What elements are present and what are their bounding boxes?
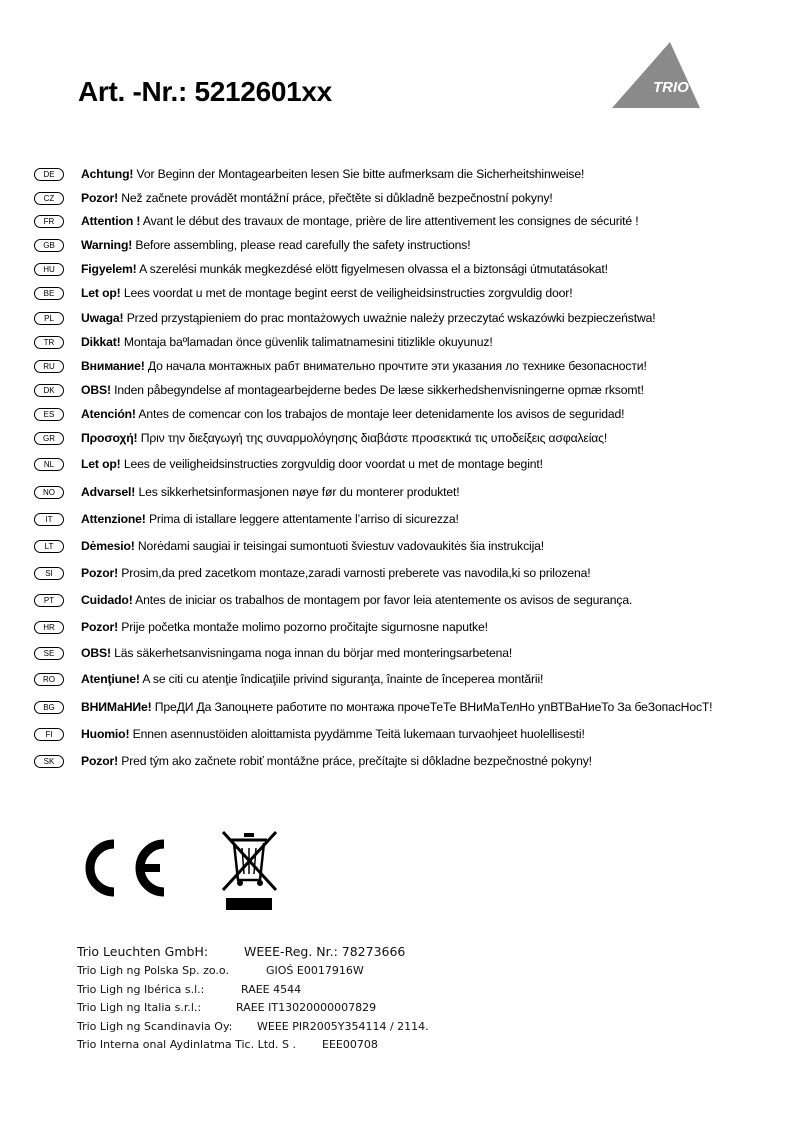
footer-row — [77, 1020, 429, 1039]
warning-label: Προσοχή! — [81, 431, 138, 445]
warning-row-it — [34, 509, 459, 529]
warning-row-ro — [34, 669, 543, 689]
warning-body: Before assembling, please read carefully the safety instructions! — [132, 238, 471, 252]
warning-label: Pozor! — [81, 754, 119, 768]
warning-row-fr — [34, 211, 639, 231]
warning-label: Attention ! — [81, 214, 141, 228]
warning-label: OBS! — [81, 646, 111, 660]
warning-body: Les sikkerhetsinformasjonen nøye før du monterer produktet! — [135, 485, 460, 499]
warning-label: Warning! — [81, 238, 133, 252]
logo-text: TRIO — [653, 79, 689, 96]
language-badge: BE — [34, 287, 64, 300]
warning-body: Antes de iniciar os trabalhos de montagem por favor leia atentemente os avisos de segurança. — [132, 593, 633, 607]
warning-text — [81, 566, 591, 580]
warning-text — [81, 431, 607, 445]
footer-company: Trio Interna onal Aydinlatma Tic. Ltd. S . — [77, 1038, 296, 1051]
warning-text — [81, 335, 493, 349]
warning-text — [81, 700, 712, 714]
warning-text — [81, 593, 632, 607]
warning-label: Achtung! — [81, 167, 134, 181]
language-badge: FR — [34, 215, 64, 228]
warning-label: Advarsel! — [81, 485, 136, 499]
language-badge: LT — [34, 540, 64, 553]
warning-label: Pozor! — [81, 620, 119, 634]
warning-text — [81, 512, 459, 526]
footer-registration: WEEE PIR2005Y354114 / 2114. — [257, 1019, 429, 1033]
footer-row — [77, 964, 429, 983]
warning-row-de — [34, 164, 584, 184]
warning-body: ПреДИ Да Запоцнете работите по монтажа прочеТеТе ВНиМаТелНо упВТВаНиеТо За беЗопасНосТ! — [151, 700, 713, 714]
warning-row-ru — [34, 356, 647, 376]
warning-label: Dikkat! — [81, 335, 121, 349]
language-badge: HU — [34, 263, 64, 276]
warning-body: A se citi cu atenţie îndicaţiile privind siguranţa, înainte de începerea montării! — [139, 672, 544, 686]
warning-row-be — [34, 283, 572, 303]
warning-text — [81, 262, 608, 276]
warning-body: Norėdami saugiai ir teisingai sumontuoti šviestuv vadovaukitės šia instrukcija! — [134, 539, 545, 553]
footer-registration: WEEE-Reg. Nr.: 78273666 — [244, 944, 406, 959]
language-badge: PT — [34, 594, 64, 607]
ce-mark-icon — [76, 836, 172, 900]
footer-registration: RAEE 4544 — [241, 982, 302, 996]
registration-footer — [77, 944, 429, 1057]
warning-row-dk — [34, 380, 644, 400]
warning-text — [81, 286, 572, 300]
warning-text — [81, 485, 459, 499]
warning-label: Atención! — [81, 407, 136, 421]
warning-body: До начала монтажных рабт внимательно прочтите эти указания ло технике безопасности! — [144, 359, 647, 373]
warning-row-pt — [34, 590, 632, 610]
warning-body: Ennen asennustöiden aloittamista pyydämme Teitä lukemaan turvaohjeet huolellisesti! — [129, 727, 585, 741]
trio-logo — [610, 40, 702, 110]
warning-label: Cuidado! — [81, 593, 133, 607]
footer-registration: EEE00708 — [322, 1038, 378, 1051]
warning-body: Vor Beginn der Montagearbeiten lesen Sie bitte aufmerksam die Sicherheitshinweise! — [133, 167, 585, 181]
footer-registration: GIOŚ E0017916W — [266, 964, 364, 977]
warning-text — [81, 359, 647, 373]
warning-body: Avant le début des travaux de montage, prière de lire attentivement les consignes de sécurité ! — [140, 214, 639, 228]
warning-text — [81, 727, 585, 741]
warning-body: Läs säkerhetsanvisningama noga innan du börjar med monteringsarbetena! — [110, 646, 513, 660]
language-badge: NO — [34, 486, 64, 499]
warning-body: Antes de comencar con los trabajos de montaje leer detenidamente los avisos de seguridad! — [135, 407, 625, 421]
footer-row — [77, 944, 429, 964]
language-badge: SE — [34, 647, 64, 660]
warning-text — [81, 539, 544, 553]
warning-row-si — [34, 563, 591, 583]
warning-text — [81, 672, 543, 686]
warning-text — [81, 167, 584, 181]
warning-text — [81, 214, 639, 228]
warning-text — [81, 383, 644, 397]
warning-body: Než začnete provádět montážní práce, přečtěte si důkladně bezpečnostní pokyny! — [118, 191, 553, 205]
language-badge: FI — [34, 728, 64, 741]
warning-body: Przed przystąpieniem do prac montażowych uważnie należy przeczytać wskazówki bezpieczeństwa! — [123, 311, 656, 325]
warning-row-hr — [34, 617, 488, 637]
footer-company: Trio Ligh ng Italia s.r.l.: — [77, 1001, 202, 1014]
warning-row-es — [34, 404, 624, 424]
language-badge: DK — [34, 384, 64, 397]
warning-body: Πριν την διεξαγωγή της συναρμολόγησης διαβάστε προσεκτικά τις υποδείξεις ασφαλείας! — [137, 431, 608, 445]
warning-body: Montaja baºlamadan önce güvenlik talimatnamesini titizlikle okuyunuz! — [120, 335, 493, 349]
language-badge: RU — [34, 360, 64, 373]
language-badge: PL — [34, 312, 64, 325]
page-title: Art. -Nr.: 5212601xx — [78, 76, 332, 107]
footer-company: Trio Ligh ng Polska Sp. zo.o. — [77, 964, 229, 977]
warning-body: Inden påbegyndelse af montagearbejderne bedes De læse sikkerhedshenvisningerne opmæ rksomt! — [110, 383, 644, 397]
footer-company: Trio Ligh ng Scandinavia Oy: — [77, 1019, 233, 1033]
warning-label: Figyelem! — [81, 262, 137, 276]
footer-row — [77, 983, 429, 1002]
warning-body: Prosim,da pred zacetkom montaze,zaradi varnosti preberete vas navodila,ki so prilozena! — [118, 566, 591, 580]
language-badge: HR — [34, 621, 64, 634]
warning-text — [81, 311, 655, 325]
warning-label: Huomio! — [81, 727, 130, 741]
warning-row-hu — [34, 259, 608, 279]
warning-text — [81, 754, 592, 768]
warning-body: Prima di istallare leggere attentamente l’arriso di sicurezza! — [145, 512, 459, 526]
footer-row — [77, 1001, 429, 1020]
warning-row-se — [34, 643, 512, 663]
warning-body: A szerelési munkák megkezdésé elött figyelmesen olvassa el a biztonsági útmutatásokat! — [136, 262, 608, 276]
warning-text — [81, 191, 553, 205]
warning-row-tr — [34, 332, 493, 352]
warning-row-gr — [34, 428, 607, 448]
language-badge: SK — [34, 755, 64, 768]
language-badge: NL — [34, 458, 64, 471]
language-badge: DE — [34, 168, 64, 181]
language-badge: SI — [34, 567, 64, 580]
language-badge: GR — [34, 432, 64, 445]
language-badge: IT — [34, 513, 64, 526]
warning-text — [81, 457, 543, 471]
warning-label: Let op! — [81, 286, 121, 300]
warning-label: Dėmesio! — [81, 539, 135, 553]
warning-text — [81, 620, 488, 634]
warning-label: Pozor! — [81, 566, 119, 580]
warning-body: Lees voordat u met de montage begint eerst de veiligheidsinstructies zorgvuldig door! — [120, 286, 573, 300]
language-badge: ES — [34, 408, 64, 421]
warning-row-pl — [34, 308, 655, 328]
warning-row-fi — [34, 724, 585, 744]
footer-registration: RAEE IT13020000007829 — [236, 1001, 377, 1014]
footer-company: Trio Leuchten GmbH: — [77, 944, 209, 959]
warning-body: Pred tým ako začnete robiť montážne práce, prečítajte si dôkladne bezpečnostné pokyny! — [118, 754, 592, 768]
warning-text — [81, 407, 624, 421]
warning-row-cz — [34, 188, 553, 208]
warning-row-sk — [34, 751, 592, 771]
warning-body: Lees de veiligheidsinstructies zorgvuldig door voordat u met de montage begint! — [120, 457, 543, 471]
footer-row — [77, 1038, 429, 1057]
warning-row-gb — [34, 235, 470, 255]
warning-label: OBS! — [81, 383, 111, 397]
language-badge: CZ — [34, 192, 64, 205]
warning-label: ВНИМаНИе! — [81, 700, 152, 714]
language-badge: TR — [34, 336, 64, 349]
warning-label: Atenţiune! — [81, 672, 140, 686]
warning-row-nl — [34, 454, 543, 474]
warning-label: Uwaga! — [81, 311, 124, 325]
warning-row-bg — [34, 697, 712, 717]
language-badge: GB — [34, 239, 64, 252]
warning-label: Attenzione! — [81, 512, 146, 526]
warning-text — [81, 238, 470, 252]
warning-text — [81, 646, 512, 660]
warning-body: Prije početka montaže molimo pozorno pročitajte sigurnosne naputke! — [118, 620, 488, 634]
warning-label: Let op! — [81, 457, 121, 471]
warning-row-lt — [34, 536, 544, 556]
weee-crossed-bin-icon — [218, 828, 282, 914]
language-badge: BG — [34, 701, 64, 714]
warning-label: Pozor! — [81, 191, 119, 205]
warning-row-no — [34, 482, 459, 502]
footer-company: Trio Ligh ng Ibérica s.l.: — [77, 982, 205, 996]
warning-label: Внимание! — [81, 359, 145, 373]
language-badge: RO — [34, 673, 64, 686]
